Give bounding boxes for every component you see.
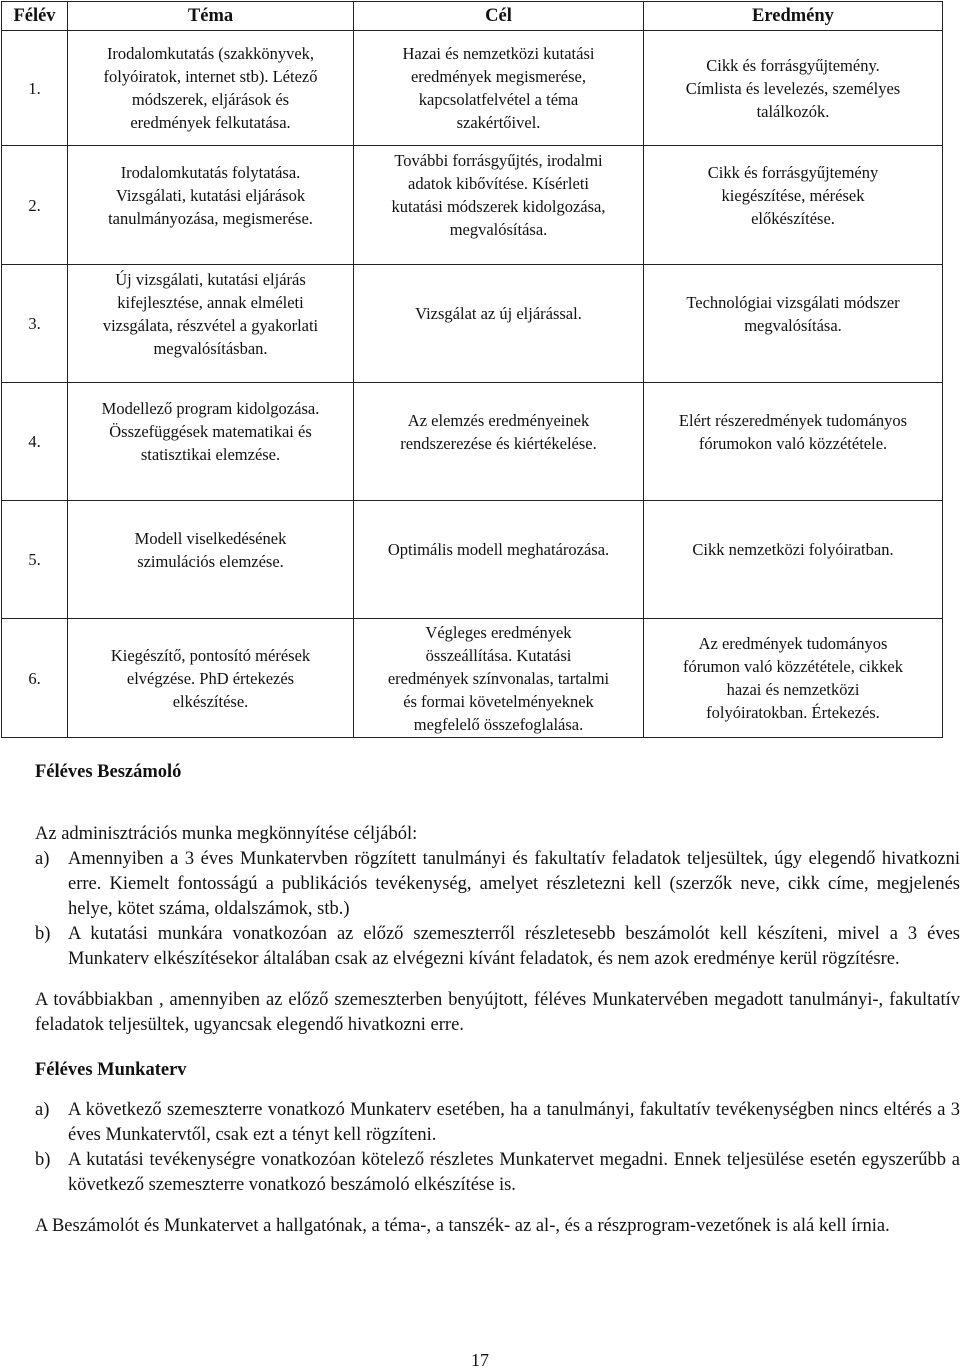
semester-cell: 2. [2, 146, 68, 265]
list-marker: a) [35, 849, 50, 869]
report-heading: Féléves Beszámoló [35, 762, 182, 782]
report-item-a [35, 847, 960, 922]
semester-cell: 3. [2, 265, 68, 383]
semester-cell: 1. [2, 31, 68, 146]
topic-cell: Irodalomkutatás folytatása. Vizsgálati, kutatási eljárások tanulmányozása, megismerése. [68, 146, 354, 265]
header-semester: Félév [2, 2, 68, 31]
goal-cell: További forrásgyűjtés, irodalmi adatok kibővítése. Kísérleti kutatási módszerek kidolgozása, megvalósítása. [354, 146, 644, 265]
table-row [2, 146, 943, 265]
list-item-text: A következő szemeszterre vonatkozó Munkaterv esetében, ha a tanulmányi, fakultatív tevékenységben nincs eltérés a 3 éves Munkatervtől, csak ezt a tényt kell rögzíteni. [68, 1100, 960, 1145]
page-number: 17 [471, 1350, 489, 1370]
goal-cell: Az elemzés eredményeinek rendszerezése és kiértékelése. [354, 383, 644, 501]
report-paragraph: A továbbiakban , amennyiben az előző szemeszterben benyújtott, féléves Munkatervében megadott tanulmányi-, fakultatív feladatok teljesültek, ugyancsak elegendő hivatkozni erre. [35, 990, 960, 1035]
goal-cell: Végleges eredmények összeállítása. Kutatási eredmények színvonalas, tartalmi és formai követelményeknek megfelelő összefoglalása. [354, 619, 644, 738]
list-marker: b) [35, 1150, 51, 1170]
list-item-text: A kutatási munkára vonatkozóan az előző szemeszterről részletesebb beszámolót kell készíteni, mivel a 3 éves Munkaterv elkészítésekor általában csak az elvégezni kívánt feladatok, és nem azok eredménye kerül rögzítésre. [68, 924, 960, 969]
topic-cell: Irodalomkutatás (szakkönyvek, folyóiratok, internet stb). Létező módszerek, eljárások és eredmények felkutatása. [68, 31, 354, 146]
topic-cell: Kiegészítő, pontosító mérések elvégzése. PhD értekezés elkészítése. [68, 619, 354, 738]
result-cell: Az eredmények tudományos fórumon való közzététele, cikkek hazai és nemzetközi folyóiratokban. Értekezés. [644, 619, 943, 738]
list-item-text: A kutatási tevékenységre vonatkozóan kötelező részletes Munkatervet megadni. Ennek teljesülése esetén egyszerűbb a következő szemeszterre vonatkozó beszámoló elkészítése is. [68, 1150, 960, 1195]
workplan-heading: Féléves Munkaterv [35, 1060, 187, 1080]
result-cell: Technológiai vizsgálati módszer megvalósítása. [644, 265, 943, 383]
result-cell: Cikk nemzetközi folyóiratban. [644, 501, 943, 619]
workplan-table [1, 1, 943, 738]
header-result: Eredmény [644, 2, 943, 31]
topic-cell: Új vizsgálati, kutatási eljárás kifejlesztése, annak elméleti vizsgálata, részvétel a gyakorlati megvalósításban. [68, 265, 354, 383]
header-goal: Cél [354, 2, 644, 31]
result-cell: Cikk és forrásgyűjtemény kiegészítése, mérések előkészítése. [644, 146, 943, 265]
list-marker: b) [35, 924, 51, 944]
workplan-item-b [35, 1148, 960, 1198]
result-cell: Cikk és forrásgyűjtemény. Címlista és levelezés, személyes találkozók. [644, 31, 943, 146]
document-body [35, 760, 960, 1239]
goal-cell: Vizsgálat az új eljárással. [354, 265, 644, 383]
goal-cell: Optimális modell meghatározása. [354, 501, 644, 619]
result-cell: Elért részeredmények tudományos fórumokon való közzététele. [644, 383, 943, 501]
semester-cell: 5. [2, 501, 68, 619]
topic-cell: Modellező program kidolgozása. Összefüggések matematikai és statisztikai elemzése. [68, 383, 354, 501]
closing-paragraph: A Beszámolót és Munkatervet a hallgatónak, a téma-, a tanszék- az al-, és a részprogram-vezetőnek is alá kell írnia. [35, 1216, 890, 1236]
goal-cell: Hazai és nemzetközi kutatási eredmények megismerése, kapcsolatfelvétel a téma szakértőivel. [354, 31, 644, 146]
table-row [2, 383, 943, 501]
list-item-text: Amennyiben a 3 éves Munkatervben rögzített tanulmányi és fakultatív feladatok teljesültek, úgy elegendő hivatkozni erre. Kiemelt fontosságú a publikációs tevékenység, amelyet részletezni kell (szerzők neve, cikk címe, megjelenés helye, kötet száma, oldalszámok, stb.) [68, 849, 960, 919]
header-topic: Téma [68, 2, 354, 31]
table-row [2, 619, 943, 738]
workplan-item-a [35, 1098, 960, 1148]
topic-cell: Modell viselkedésének szimulációs elemzése. [68, 501, 354, 619]
report-item-b [35, 922, 960, 972]
table-row [2, 31, 943, 146]
table-row [2, 501, 943, 619]
list-marker: a) [35, 1100, 50, 1120]
table-row [2, 265, 943, 383]
semester-cell: 4. [2, 383, 68, 501]
table-header-row [2, 2, 943, 31]
report-intro: Az adminisztrációs munka megkönnyítése céljából: [35, 824, 418, 844]
semester-cell: 6. [2, 619, 68, 738]
